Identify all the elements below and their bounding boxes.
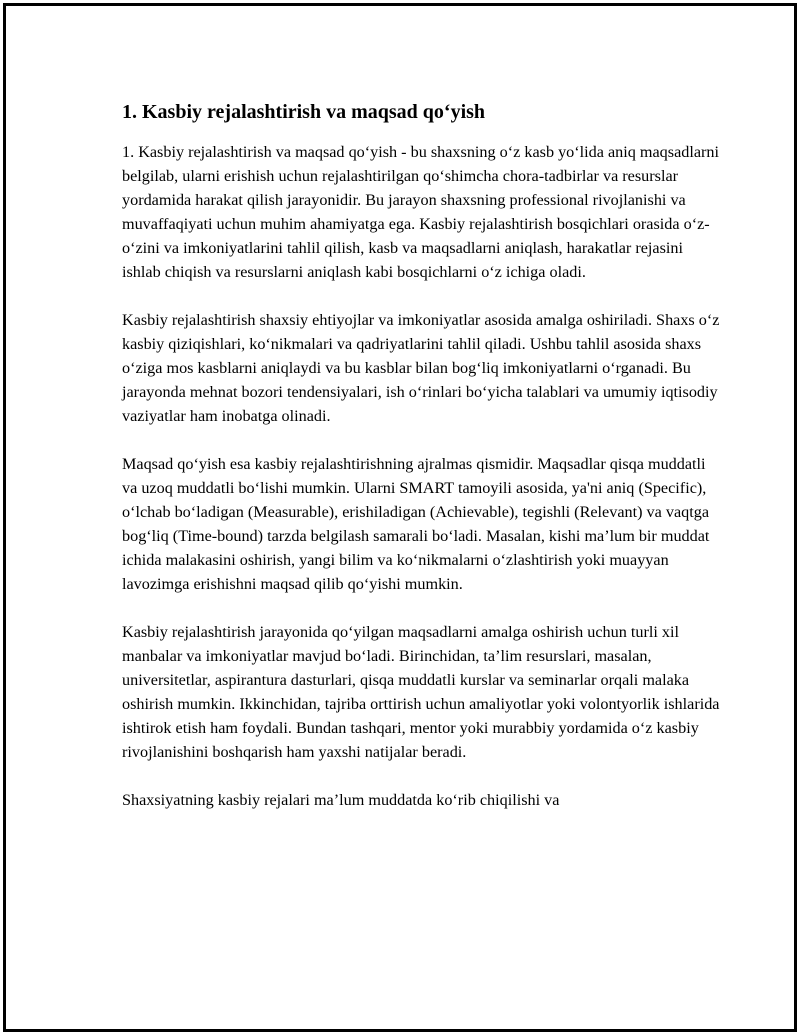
paragraph-2: Kasbiy rejalashtirish shaxsiy ehtiyojlar va imkoniyatlar asosida amalga oshiriladi. Shaxs o‘z kasbiy qiziqishlari, ko‘nikmalari va qadriyatlarini tahlil qiladi. Ushbu tahlil asosida shaxs o‘ziga mos kasblarni aniqlaydi va bu kasblar bilan bog‘liq imkoniyatlarni o‘rganadi. Bu jarayonda mehnat bozori tendensiyalari, ish o‘rinlari bo‘yicha talablari va umumiy iqtisodiy vaziyatlar ham inobatga olinadi. (122, 311, 720, 425)
document-body (122, 98, 722, 836)
paragraph-1: 1. Kasbiy rejalashtirish va maqsad qo‘yish - bu shaxsning o‘z kasb yo‘lida aniq maqsadlarni belgilab, ularni erishish uchun rejalashtirilgan qo‘shimcha chora-tadbirlar va resurslar yordamida harakat qilish jarayonidir. Bu jarayon shaxsning professional rivojlanishi va muvaffaqiyati uchun muhim ahamiyatga ega. Kasbiy rejalashtirish bosqichlari orasida o‘z-o‘zini va imkoniyatlarini tahlil qilish, kasb va maqsadlarni aniqlash, harakatlar rejasini ishlab chiqish va resurslarni aniqlash kabi bosqichlarni o‘z ichiga oladi. (122, 143, 720, 281)
page-frame (3, 3, 797, 1032)
section-heading: 1. Kasbiy rejalashtirish va maqsad qo‘yish (122, 101, 486, 123)
paragraph-5: Shaxsiyatning kasbiy rejalari ma’lum muddatda ko‘rib chiqilishi va (122, 791, 560, 809)
paragraph-4: Kasbiy rejalashtirish jarayonida qo‘yilgan maqsadlarni amalga oshirish uchun turli xil manbalar va imkoniyatlar mavjud bo‘ladi. Birinchidan, ta’lim resurslari, masalan, universitetlar, aspirantura dasturlari, qisqa muddatli kurslar va seminarlar orqali malaka oshirish mumkin. Ikkinchidan, tajriba orttirish uchun amaliyotlar yoki volontyorlik ishlarida ishtirok etish ham foydali. Bundan tashqari, mentor yoki murabbiy yordamida o‘z kasbiy rivojlanishini boshqarish ham yaxshi natijalar beradi. (122, 623, 720, 761)
paragraph-3: Maqsad qo‘yish esa kasbiy rejalashtirishning ajralmas qismidir. Maqsadlar qisqa muddatli va uzoq muddatli bo‘lishi mumkin. Ularni SMART tamoyili asosida, ya'ni aniq (Specific), o‘lchab bo‘ladigan (Measurable), erishiladigan (Achievable), tegishli (Relevant) va vaqtga bog‘liq (Time-bound) tarzda belgilash samarali bo‘ladi. Masalan, kishi ma’lum bir muddat ichida malakasini oshirish, yangi bilim va ko‘nikmalarni o‘zlashtirish yoki muayyan lavozimga erishishni maqsad qilib qo‘yishi mumkin. (122, 455, 710, 593)
